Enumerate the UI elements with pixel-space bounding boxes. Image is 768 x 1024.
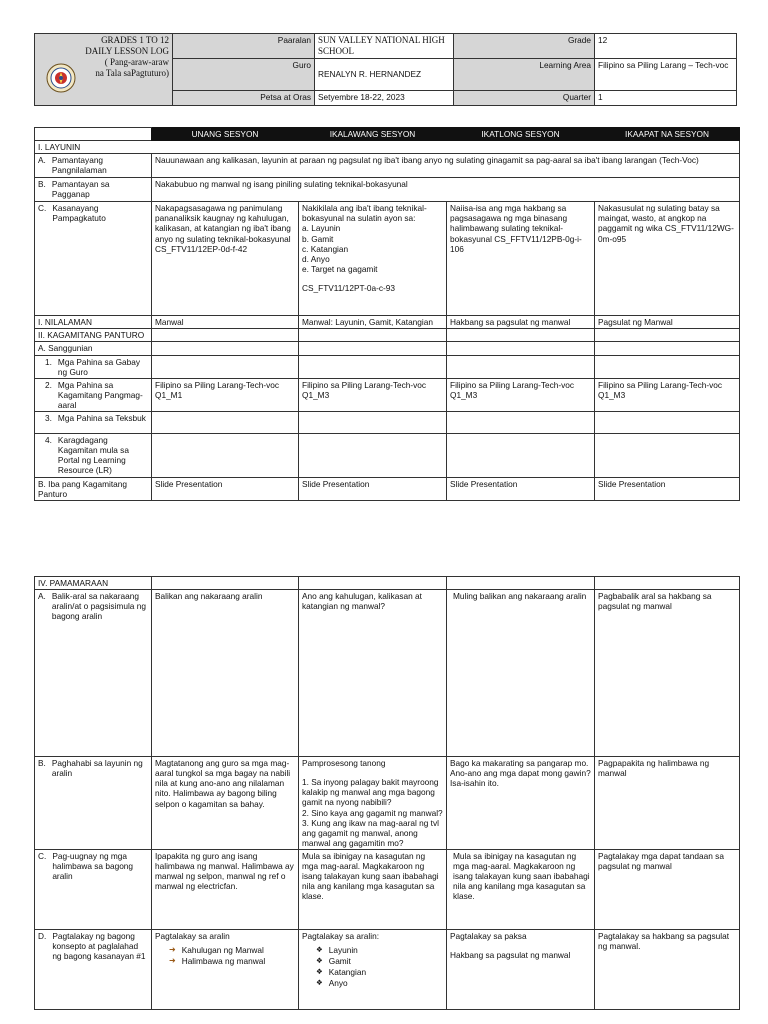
sanggunian-3-label [35, 412, 152, 434]
pagtalakay-text: Hakbang sa pagsulat ng manwal [450, 950, 571, 961]
question-item: 2. Sino kaya ang gagamit ng manwal? [302, 807, 443, 818]
paghahabi-session-4: Pagpapakita ng halimbawa ng manwal [595, 757, 740, 850]
empty-cell [152, 577, 299, 590]
row-letter: C. [38, 203, 47, 214]
kasanayan-item: e. Target na gagamit [302, 263, 378, 274]
list-item-text: Kahulugan ng Manwal [181, 945, 264, 956]
list-item [169, 956, 295, 966]
pag-uugnay-session-2: Mula sa ibinigay na kasagutan ng mga mag-aaral. Magkakaroon ng isang talakayan kung saan ibabahagi nila ang kanilang mga kasagutan sa klase. [299, 849, 447, 929]
lesson-log-header [34, 33, 737, 106]
balik-aral-session-4: Pagbabalik aral sa hakbang sa pagsulat ng manwal [595, 590, 740, 757]
diamond-bullet-icon: ❖ [316, 978, 323, 988]
empty-cell [152, 355, 299, 378]
list-item-text: Katangian [328, 967, 367, 978]
empty-cell [447, 434, 595, 478]
list-item-text: Halimbawa ng manwal [181, 956, 266, 967]
question-item: 1. Sa inyong palagay bakit mayroong kalakip ng manwal ang mga bagong gamit na nyong nabibili? [302, 777, 439, 808]
petsa-value: Setyembre 18-22, 2023 [315, 90, 454, 105]
item-number: 1. [45, 356, 52, 367]
sanggunian-4-label [35, 434, 152, 478]
empty-cell [299, 577, 447, 590]
item-text: Mga Pahina sa Gabay ng Guro [57, 356, 141, 377]
paghahabi-session-2 [299, 757, 447, 850]
list-item [316, 956, 443, 966]
pamantayan-sa-pagganap-value: Nakabubuo ng manwal ng isang piniling sulating teknikal-bokasyunal [152, 178, 740, 202]
pagtalakay-session-3 [447, 929, 595, 1009]
pagtalakay-intro: Pagtalakay sa aralin [155, 930, 230, 941]
empty-cell [447, 355, 595, 378]
grade-label: Grade [454, 34, 595, 59]
row-label-pamantayang-pangnilalaman [35, 154, 152, 178]
kasanayan-item: d. Anyo [302, 253, 330, 264]
nilalaman-session-3: Hakbang sa pagsulat ng manwal [447, 316, 595, 329]
layunin-heading: I. LAYUNIN [35, 141, 740, 154]
quarter-label: Quarter [454, 90, 595, 105]
quarter-value: 1 [595, 90, 737, 105]
list-item-text: Gamit [328, 956, 351, 967]
sanggunian-2-session-3: Filipino sa Piling Larang-Tech-voc Q1_M3 [447, 378, 595, 411]
session-header-3: IKATLONG SESYON [447, 128, 595, 141]
kasanayan-intro: Nakikilala ang iba't ibang teknikal-bokasyunal na sulatin ayon sa: [302, 203, 427, 224]
empty-cell [299, 342, 447, 355]
item-number: 4. [45, 435, 52, 446]
kagamitan-label: II. KAGAMITANG PANTURO [35, 329, 152, 342]
nilalaman-session-4: Pagsulat ng Manwal [595, 316, 740, 329]
diamond-bullet-icon: ❖ [316, 967, 323, 977]
guro-value: RENALYN R. HERNANDEZ [315, 58, 454, 90]
empty-cell [595, 342, 740, 355]
balik-aral-session-3: Muling balikan ang nakaraang aralin [447, 590, 595, 757]
empty-cell [595, 329, 740, 342]
kasanayan-item: b. Gamit [302, 233, 334, 244]
kasanayan-session-4: Nakasusulat ng sulating batay sa maingat, wasto, at angkop na paggamit ng wika CS_FTV11/12WG-0m-o95 [595, 202, 740, 316]
session-header-2: IKALAWANG SESYON [299, 128, 447, 141]
row-label-kasanayang-pampagkatuto [35, 202, 152, 316]
item-number: 3. [45, 413, 52, 424]
diamond-bullet-icon: ❖ [316, 945, 323, 955]
iba-pang-session-4: Slide Presentation [595, 478, 740, 501]
iba-pang-session-3: Slide Presentation [447, 478, 595, 501]
sanggunian-1-label [35, 355, 152, 378]
guro-label: Guro [173, 58, 315, 90]
list-item [316, 967, 443, 977]
question-item: 3. Kung ang ikaw na mag-aaral ng tvl ang gagamit ng manwal, anong manwal ang gagamitin mo? [302, 817, 439, 848]
header-title-cell [35, 34, 173, 106]
empty-cell [595, 412, 740, 434]
session-header-1: UNANG SESYON [152, 128, 299, 141]
empty-cell [299, 412, 447, 434]
kasanayan-session-2 [299, 202, 447, 316]
iba-pang-kagamitan-label: B. Iba pang Kagamitang Panturo [35, 478, 152, 501]
item-text: Mga Pahina sa Teksbuk [57, 413, 146, 424]
row-label-text: Pamantayang Pangnilalaman [51, 155, 107, 176]
title-subtitle-1: ( Pang-araw-araw [104, 56, 169, 67]
list-item-text: Layunin [328, 945, 358, 956]
pagtalakay-intro: Pagtalakay sa paksa [450, 930, 527, 941]
pagtalakay-session-1 [152, 929, 299, 1009]
balik-aral-session-1: Balikan ang nakaraang aralin [152, 590, 299, 757]
topic-list [155, 945, 295, 966]
kasanayan-item: a. Layunin [302, 223, 341, 234]
pamantayang-pangnilalaman-value: Nauunawaan ang kalikasan, layunin at paraan ng pagsulat ng iba't ibang anyo ng sulating ginagamit sa pag-aaral sa iba't ibang larangan (Tech-Voc) [152, 154, 740, 178]
row-label-paghahabi [35, 757, 152, 850]
empty-cell [152, 329, 299, 342]
item-text: Mga Pahina sa Kagamitang Pangmag-aaral [57, 379, 143, 410]
empty-cell [447, 342, 595, 355]
row-label-text: Pagtalakay ng bagong konsepto at paglalahad ng bagong kasanayan #1 [52, 930, 146, 962]
list-item-text: Anyo [328, 978, 348, 989]
empty-cell [447, 577, 595, 590]
list-item [316, 978, 443, 988]
pag-uugnay-session-4: Pagtalakay mga dapat tandaan sa pagsulat ng manwal [595, 849, 740, 929]
empty-cell [595, 434, 740, 478]
paghahabi-session-1: Magtatanong ang guro sa mga mag-aaral tungkol sa mga bagay na nabili nila at kung ano-ano ang nilalaman nito. Halimbawa ay bagong biling selpon o kagamitan sa bahay. [152, 757, 299, 850]
empty-cell [299, 329, 447, 342]
paghahabi-session-3: Bago ka makarating sa pangarap mo. Ano-ano ang mga dapat mong gawin? Isa-isahin ito. [447, 757, 595, 850]
deped-seal-icon [46, 63, 76, 93]
learning-area-value: Filipino sa Piling Larang – Tech-voc [595, 58, 737, 90]
pag-uugnay-session-1: Ipapakita ng guro ang isang halimbawa ng manwal. Halimbawa ay manwal ng selpon, manwal ng ref o manwal ng electricfan. [152, 849, 299, 929]
nilalaman-label: I. NILALAMAN [35, 316, 152, 329]
grade-value: 12 [595, 34, 737, 59]
empty-cell [299, 355, 447, 378]
list-item [169, 945, 295, 955]
balik-aral-session-2: Ano ang kahulugan, kalikasan at katangian ng manwal? [299, 590, 447, 757]
row-letter: D. [38, 930, 47, 941]
list-item [316, 945, 443, 955]
topic-list [302, 945, 443, 988]
row-label-text: Pamantayan sa Pagganap [51, 179, 110, 200]
kasanayan-item: c. Katangian [302, 243, 349, 254]
row-label-text: Kasanayang Pampagkatuto [52, 203, 106, 224]
pamamaraan-heading: IV. PAMAMARAAN [35, 577, 152, 590]
kasanayan-session-1: Nakapagsasagawa ng panimulang pananaliksik kaugnay ng kahulugan, kalikasan, at katangian ng iba't ibang anyo ng sulating teknikal-bokasyunal CS_FTV11/12EP-0d-f-42 [152, 202, 299, 316]
empty-cell [595, 355, 740, 378]
pag-uugnay-session-3: Mula sa ibinigay na kasagutan ng mga mag-aaral. Magkakaroon ng isang talakayan kung saan ibabahagi nila ang kanilang mga kasagutan sa klase. [447, 849, 595, 929]
row-letter: A. [38, 591, 46, 602]
nilalaman-session-1: Manwal [152, 316, 299, 329]
row-letter: B. [38, 179, 46, 190]
paaralan-value: SUN VALLEY NATIONAL HIGH SCHOOL [315, 34, 454, 59]
row-label-pag-uugnay [35, 849, 152, 929]
pagtalakay-session-2 [299, 929, 447, 1009]
iba-pang-session-2: Slide Presentation [299, 478, 447, 501]
row-letter: C. [38, 850, 47, 861]
empty-cell [152, 434, 299, 478]
row-label-text: Pag-uugnay ng mga halimbawa sa bagong aralin [52, 850, 134, 882]
empty-cell [299, 434, 447, 478]
paaralan-label: Paaralan [173, 34, 315, 59]
empty-cell [447, 329, 595, 342]
petsa-label: Petsa at Oras [173, 90, 315, 105]
item-text: Karagdagang Kagamitan mula sa Portal ng Learning Resource (LR) [57, 435, 129, 476]
item-number: 2. [45, 379, 52, 390]
iba-pang-session-1: Slide Presentation [152, 478, 299, 501]
row-label-pagtalakay [35, 929, 152, 1009]
blank-corner [35, 128, 152, 141]
objectives-table [34, 127, 740, 501]
arrow-bullet-icon: ➜ [169, 956, 176, 966]
row-letter: A. [38, 155, 46, 166]
title-subtitle-2: na Tala saPagtuturo) [95, 67, 169, 78]
sanggunian-2-label [35, 378, 152, 411]
kasanayan-code: CS_FTV11/12PT-0a-c-93 [302, 282, 395, 293]
row-letter: B. [38, 758, 46, 769]
empty-cell [447, 412, 595, 434]
sanggunian-2-session-1: Filipino sa Piling Larang-Tech-voc Q1_M1 [152, 378, 299, 411]
diamond-bullet-icon: ❖ [316, 956, 323, 966]
pamprosesong-tanong-title: Pamprosesong tanong [302, 758, 386, 769]
row-label-text: Paghahabi sa layunin ng aralin [51, 758, 143, 779]
pagtalakay-intro: Pagtalakay sa aralin: [302, 930, 380, 941]
sanggunian-2-session-2: Filipino sa Piling Larang-Tech-voc Q1_M3 [299, 378, 447, 411]
pagtalakay-session-4: Pagtalakay sa hakbang sa pagsulat ng manwal. [595, 929, 740, 1009]
arrow-bullet-icon: ➜ [169, 945, 176, 955]
row-label-pamantayan-sa-pagganap [35, 178, 152, 202]
sanggunian-2-session-4: Filipino sa Piling Larang-Tech-voc Q1_M3 [595, 378, 740, 411]
title-dll: DAILY LESSON LOG [85, 45, 169, 56]
session-header-4: IKAAPAT NA SESYON [595, 128, 740, 141]
row-label-balik-aral [35, 590, 152, 757]
learning-area-label: Learning Area [454, 58, 595, 90]
nilalaman-session-2: Manwal: Layunin, Gamit, Katangian [299, 316, 447, 329]
kasanayan-session-3: Naiisa-isa ang mga hakbang sa pagsasagawa ng mga binasang halimbawang sulating teknikal-bokasyunal CS_FFTV11/12PB-0g-i-106 [447, 202, 595, 316]
row-label-text: Balik-aral sa nakaraang aralin/at o pagsisimula ng bagong aralin [51, 591, 146, 622]
empty-cell [595, 577, 740, 590]
title-grades: GRADES 1 TO 12 [101, 35, 169, 45]
procedure-table [34, 576, 740, 1010]
sanggunian-label: A. Sanggunian [35, 342, 152, 355]
empty-cell [152, 412, 299, 434]
empty-cell [152, 342, 299, 355]
